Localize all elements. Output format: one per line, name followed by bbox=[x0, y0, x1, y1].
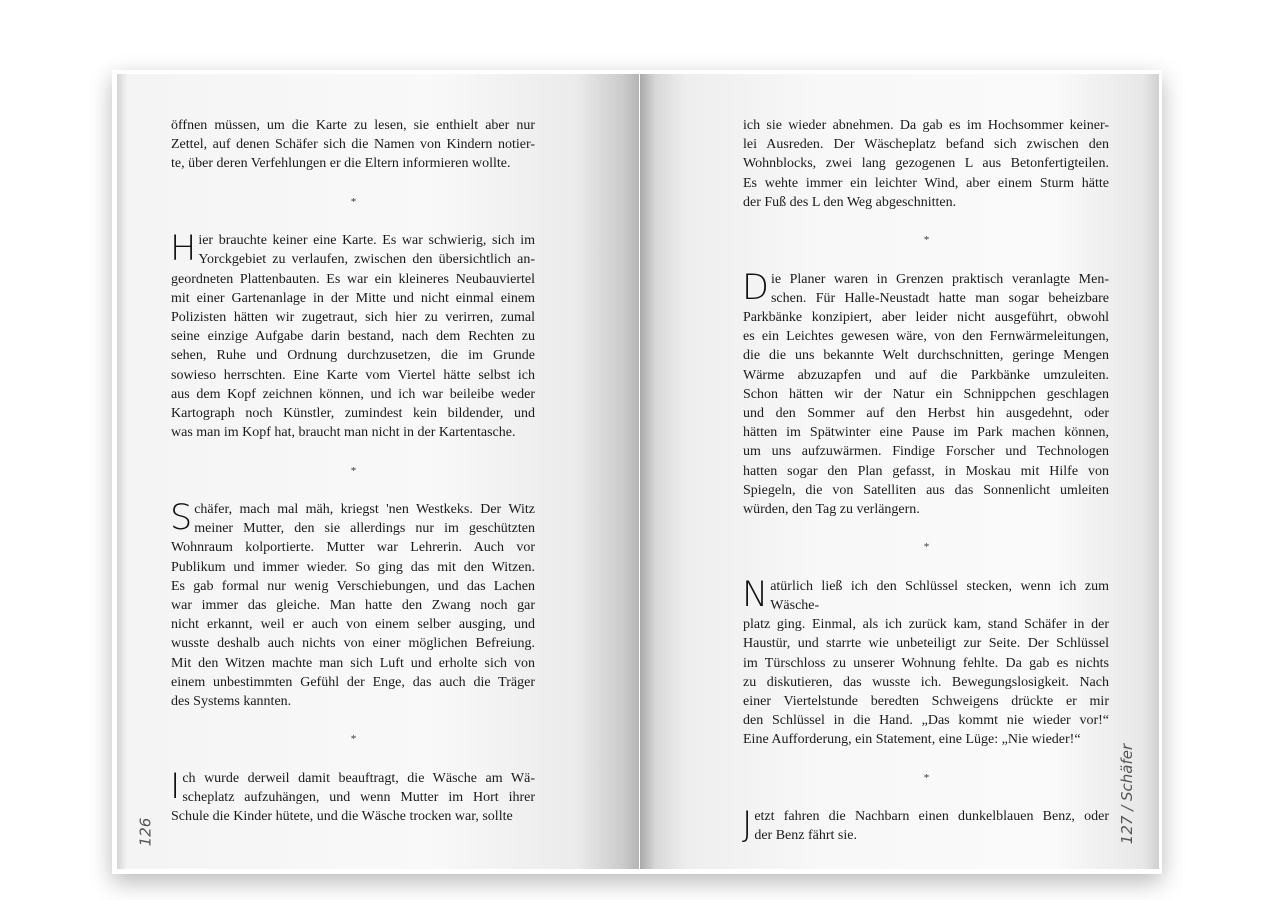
text-line: was man im Kopf hat, braucht man nicht in der Kartentasche. bbox=[171, 425, 516, 441]
drop-cap: I bbox=[170, 766, 181, 807]
text-line: Kartograph noch Künstler, zumindest kein bildender, und bbox=[171, 406, 535, 421]
section-break-asterisk: * bbox=[923, 771, 929, 784]
paragraph bbox=[742, 574, 1109, 750]
text-line: hätten im Spätwinter eine Pause im Park machen können, bbox=[743, 425, 1109, 441]
text-line: atürlich ließ ich den Schlüssel stecken, wenn ich zum Wäsche- bbox=[770, 578, 1109, 613]
paragraph bbox=[170, 766, 535, 827]
drop-cap: N bbox=[742, 574, 769, 615]
drop-cap: S bbox=[170, 497, 193, 538]
text-line: sowieso herrschten. Eine Karte vom Viertel hätte selbst ich bbox=[171, 367, 535, 383]
section-break-asterisk: * bbox=[350, 195, 356, 208]
text-line: einem unbestimmten Gefühl der Enge, das auch die Träger bbox=[171, 674, 535, 690]
text-line: des Systems kannten. bbox=[171, 694, 292, 709]
text-line: chäfer, mach mal mäh, kriegst 'nen Westkeks. Der Witz bbox=[194, 501, 535, 517]
text-line: scheplatz aufzuhängen, und wenn Mutter im Hort ihrer bbox=[182, 789, 535, 805]
text-line: seine einzige Aufgabe darin bestand, nach dem Rechten zu bbox=[171, 329, 535, 345]
paragraph bbox=[743, 807, 1109, 845]
paragraph bbox=[743, 116, 1109, 212]
paragraph bbox=[171, 116, 535, 174]
right-page-text bbox=[743, 116, 1109, 846]
paragraph bbox=[171, 231, 535, 442]
right-page-number: 127 / Schäfer bbox=[1117, 743, 1136, 845]
text-line: ch wurde derweil damit beauftragt, die Wäsche am Wä- bbox=[182, 770, 535, 786]
text-line: Parkbänke konzipiert, aber leider nicht ausgeführt, obwohl bbox=[743, 309, 1109, 325]
text-line: hatten sogar den Plan gefasst, in Moskau mit Hilfe von bbox=[743, 463, 1109, 479]
text-line: um uns aufzuwärmen. Findige Forscher und Technologen bbox=[743, 444, 1109, 460]
text-line: es ein Leichtes gewesen wäre, von den Fernwärmeleitungen, bbox=[743, 329, 1109, 345]
section-break-asterisk: * bbox=[923, 541, 929, 554]
section-break-asterisk: * bbox=[350, 464, 356, 477]
right-page bbox=[640, 74, 1159, 869]
text-line: platz ging. Einmal, als ich zurück kam, stand Schäfer in der bbox=[743, 617, 1109, 633]
section-break-asterisk: * bbox=[923, 234, 929, 247]
text-line: war immer das gleiche. Man hatte den Zwang noch gar bbox=[171, 597, 535, 613]
text-line: der Fuß des L den Weg abgeschnitten. bbox=[743, 194, 957, 210]
text-line: Zettel, auf denen Schäfer sich die Namen von Kindern notier- bbox=[171, 137, 535, 153]
text-line: Mit den Witzen machte man sich Luft und erholte sich von bbox=[171, 655, 535, 671]
text-line: nicht erkannt, weil er auch von einem selber ausging, und bbox=[171, 617, 535, 633]
text-line: Es wehte immer ein leichter Wind, aber einem Sturm hätte bbox=[743, 175, 1109, 191]
left-page-text bbox=[171, 116, 535, 826]
text-line: aus dem Kopf zeichnen können, und ich war beileibe weder bbox=[171, 386, 535, 402]
text-line: ie Planer waren in Grenzen praktisch veranlagte Men- bbox=[770, 271, 1109, 287]
text-line: wusste deshalb auch nichts von einer möglichen Befreiung. bbox=[171, 636, 535, 652]
text-line: der Benz fährt sie. bbox=[754, 828, 857, 844]
text-line: Haustür, und starrte wie unbeteiligt zur Seite. Der Schlüssel bbox=[743, 636, 1109, 652]
text-line: Yorckgebiet zu verlaufen, zwischen den übersichtlich an- bbox=[198, 252, 535, 268]
text-line: Schon hätten wir der Natur ein Schnippchen geschlagen bbox=[743, 386, 1109, 402]
drop-cap: H bbox=[170, 229, 197, 270]
text-line: ier brauchte keiner eine Karte. Es war schwierig, sich im bbox=[198, 233, 535, 249]
text-line: schen. Für Halle-Neustadt hatte man sogar beheizbare bbox=[770, 290, 1109, 306]
text-line: Eine Aufforderung, ein Statement, eine Lüge: „Nie wieder!“ bbox=[743, 732, 1081, 748]
text-line: öffnen müssen, um die Karte zu lesen, sie enthielt aber nur bbox=[171, 118, 535, 133]
left-page-number: 126 bbox=[136, 817, 155, 847]
drop-cap: J bbox=[742, 805, 753, 846]
text-line: meiner Mutter, den sie allerdings nur im geschützten bbox=[194, 521, 535, 537]
text-line: etzt fahren die Nachbarn einen dunkelblauen Benz, oder bbox=[754, 809, 1109, 825]
text-line: Wohnraum kolportierte. Mutter war Lehrerin. Auch vor bbox=[171, 540, 535, 556]
paragraph bbox=[170, 497, 535, 711]
paragraph bbox=[742, 267, 1109, 520]
text-line: Publikum und immer wieder. So ging das mit den Witzen. bbox=[171, 559, 535, 575]
text-line: den Schlüssel in die Hand. „Das kommt nie wieder vor!“ bbox=[743, 713, 1109, 729]
text-line: zu diskutieren, das wusste ich. Bewegungslosigkeit. Nach bbox=[743, 674, 1109, 690]
text-line: Wärme abzuzapfen und auf die Parkbänke umzuleiten. bbox=[743, 367, 1109, 383]
text-line: und den Sommer auf den Herbst hin ausgedehnt, oder bbox=[743, 406, 1109, 421]
text-line: Polizisten hätten wir zugetraut, sich hier zu verirren, zumal bbox=[171, 309, 535, 325]
text-line: te, über deren Verfehlungen er die Eltern informieren wollte. bbox=[171, 156, 511, 172]
drop-cap: D bbox=[742, 267, 769, 308]
text-line: würden, den Tag zu verlängern. bbox=[743, 502, 920, 518]
text-line: die die uns bekannte Welt durchschnitten, geringe Mengen bbox=[743, 348, 1109, 364]
text-line: Wohnblocks, zwei lang gezogenen L aus Betonfertigteilen. bbox=[743, 156, 1109, 172]
left-page bbox=[117, 74, 639, 869]
section-break-asterisk: * bbox=[350, 733, 356, 746]
text-line: im Türschloss zu unserer Wohnung fehlte. Da gab es nichts bbox=[743, 655, 1109, 671]
text-line: Spiegeln, die von Satelliten aus das Sonnenlicht umleiten bbox=[743, 482, 1109, 498]
text-line: sehen, Ruhe und Ordnung durchzusetzen, die im Grunde bbox=[171, 348, 535, 364]
text-line: geordneten Plattenbauten. Es war ein kleineres Neubauviertel bbox=[171, 271, 535, 287]
text-line: lei Ausreden. Der Wäscheplatz befand sich zwischen den bbox=[743, 137, 1109, 153]
text-line: einer Viertelstunde beredten Schweigens drückte er mir bbox=[743, 694, 1109, 709]
text-line: Es gab formal nur wenig Verschiebungen, und das Lachen bbox=[171, 578, 535, 594]
text-line: mit einer Gartenanlage in der Mitte und nicht einmal einem bbox=[171, 290, 535, 306]
text-line: ich sie wieder abnehmen. Da gab es im Hochsommer keiner- bbox=[743, 118, 1109, 133]
text-line: Schule die Kinder hütete, und die Wäsche trocken war, sollte bbox=[171, 809, 513, 825]
